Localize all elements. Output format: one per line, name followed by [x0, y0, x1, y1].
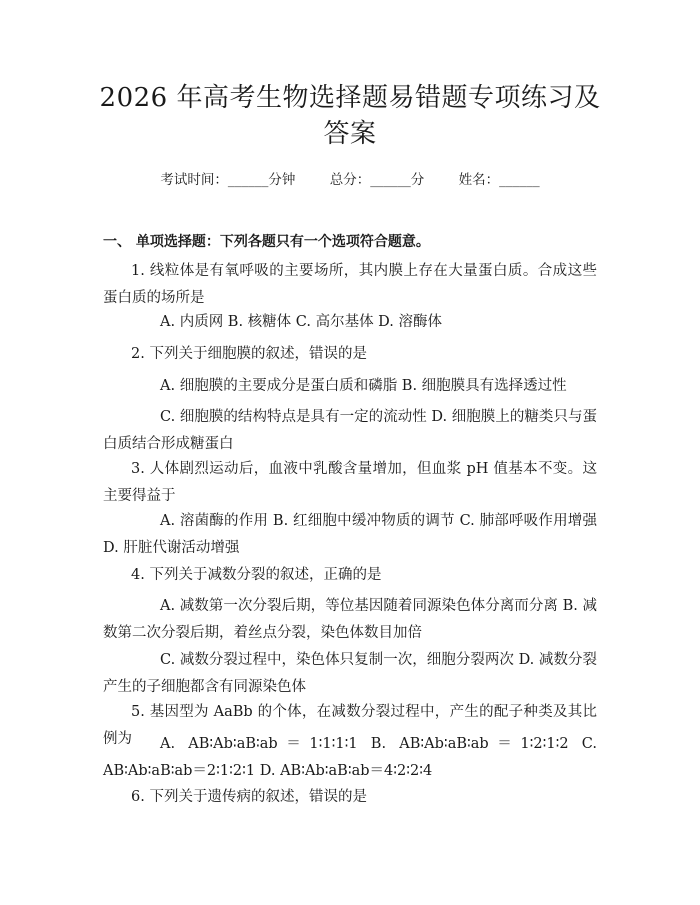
question-5-options: A. AB∶Ab∶aB∶ab＝1∶1∶1∶1 B. AB∶Ab∶aB∶ab＝1∶2∶1∶2 C. AB∶Ab∶aB∶ab＝2∶1∶2∶1 D. AB∶Ab∶aB∶ab＝4∶2∶2∶4 [103, 736, 597, 779]
question-2-options-ab: A. 细胞膜的主要成分是蛋白质和磷脂 B. 细胞膜具有选择透过性 [160, 378, 567, 394]
question-1: 1. 线粒体是有氧呼吸的主要场所，其内膜上存在大量蛋白质。合成这些蛋白质的场所是 [103, 263, 597, 306]
question-2: 2. 下列关于细胞膜的叙述，错误的是 [131, 346, 367, 362]
exam-info-line: 考试时间：______分钟 总分：______分 姓名：______ [160, 172, 540, 188]
question-4-options-ab: A. 减数第一次分裂后期，等位基因随着同源染色体分离而分离 B. 减数第二次分裂后期，着丝点分裂，染色体数目加倍 [103, 598, 597, 641]
question-4: 4. 下列关于减数分裂的叙述，正确的是 [131, 567, 382, 583]
question-5: 5. 基因型为 AaBb 的个体，在减数分裂过程中，产生的配子种类及其比例为 [103, 704, 597, 747]
question-3: 3. 人体剧烈运动后，血液中乳酸含量增加，但血浆 pH 值基本不变。这主要得益于 [103, 461, 597, 504]
section-heading: 一、 单项选择题：下列各题只有一个选项符合题意。 [103, 234, 430, 250]
question-6: 6. 下列关于遗传病的叙述，错误的是 [131, 789, 367, 805]
question-2-options-cd: C. 细胞膜的结构特点是具有一定的流动性 D. 细胞膜上的糖类只与蛋白质结合形成糖蛋白 [103, 409, 597, 452]
question-1-options: A. 内质网 B. 核糖体 C. 高尔基体 D. 溶酶体 [160, 314, 443, 330]
question-3-options: A. 溶菌酶的作用 B. 红细胞中缓冲物质的调节 C. 肺部呼吸作用增强 D. 肝脏代谢活动增强 [103, 513, 597, 556]
page-title: 2026 年高考生物选择题易错题专项练习及答案 [99, 83, 601, 149]
question-4-options-cd: C. 减数分裂过程中，染色体只复制一次，细胞分裂两次 D. 减数分裂产生的子细胞都含有同源染色体 [103, 652, 597, 695]
